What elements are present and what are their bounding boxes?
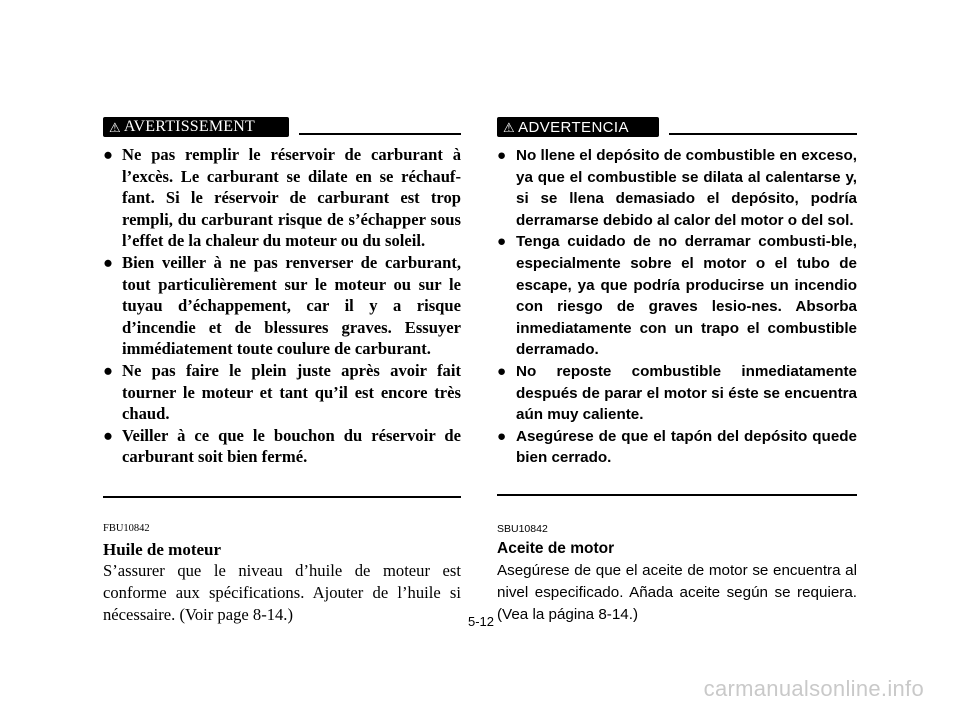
warning-header-line-es [669,133,857,135]
section-paragraph-fr: S’assurer que le niveau d’huile de moteur est conforme aux spécifications. Ajouter de l’huile si nécessaire. (Voir page 8-14.) [103,561,461,624]
section-paragraph-es: Asegúrese de que el aceite de motor se encuentra al nivel especificado. Añada aceite según se requiera. (Vea la página 8-14.) [497,562,857,623]
warning-end-rule-es [497,494,857,496]
bullet-dot-icon: ● [497,362,507,380]
warning-header-fr [103,117,461,139]
bullet-dot-icon: ● [103,360,114,380]
list-item: ● No llene el depósito de combustible en exceso, ya que el combustible se dilata al calentarse y, si se llena demasiado el depósito, podría derramarse debido al calor del motor o del sol. [497,147,857,229]
warning-list-fr [103,144,461,468]
warning-label-fr: AVERTISSEMENT [123,118,255,135]
warning-badge-fr [103,117,289,137]
section-heading-es: Aceite de motor [497,540,615,557]
warning-triangle-icon: ⚠ [503,119,516,135]
section-code-fr: FBU10842 [103,523,150,534]
warning-header-line-fr [299,133,461,135]
section-code-es: SBU10842 [497,523,548,535]
section-heading-fr: Huile de moteur [103,540,222,559]
warning-label-es: ADVERTENCIA [518,118,629,136]
warning-end-rule-fr [103,496,461,498]
bullet-dot-icon: ● [103,425,114,445]
warning-list-es [497,145,857,469]
watermark: carmanualsonline.info [703,676,924,701]
list-item: ● Tenga cuidado de no derramar combusti-ble, especialmente sobre el motor o el tubo de escape, ya que podría producirse un incendio con riesgo de graves lesio-nes. Absorba inmediatamente con un trapo el combustible derramado. [497,233,857,359]
bullet-dot-icon: ● [497,427,507,445]
page-number: 5-12 [468,614,495,629]
list-item: ● No reposte combustible inmediatamente después de parar el motor si éste se encuentra aún muy caliente. [497,362,857,424]
list-item: ● Ne pas faire le plein juste après avoir fait tourner le moteur et tant qu’il est encore très chaud. [103,360,461,424]
bullet-dot-icon: ● [497,147,507,164]
warning-header-es [497,117,857,139]
bullet-dot-icon: ● [497,233,507,251]
list-item: ● Ne pas remplir le réservoir de carburant à l’excès. Le carburant se dilate en se réchauf-fant. Si le réservoir de carburant est trop rempli, du carburant risque de s’échapper sous l’effet de la chaleur du moteur ou du soleil. [103,145,461,251]
warning-badge-es [497,117,659,137]
list-item: ● Veiller à ce que le bouchon du réservoir de carburant soit bien fermé. [103,425,461,467]
list-item: ● Bien veiller à ne pas renverser de carburant, tout particulièrement sur le moteur ou sur le tuyau d’échappement, car il y a risque d’incendie et de blessures graves. Essuyer immédiatement toute coulure de carburant. [103,252,461,359]
bullet-dot-icon: ● [103,145,114,164]
list-item: ● Asegúrese de que el tapón del depósito quede bien cerrado. [497,427,857,467]
warning-triangle-icon: ⚠ [109,119,121,135]
bullet-dot-icon: ● [103,252,114,272]
